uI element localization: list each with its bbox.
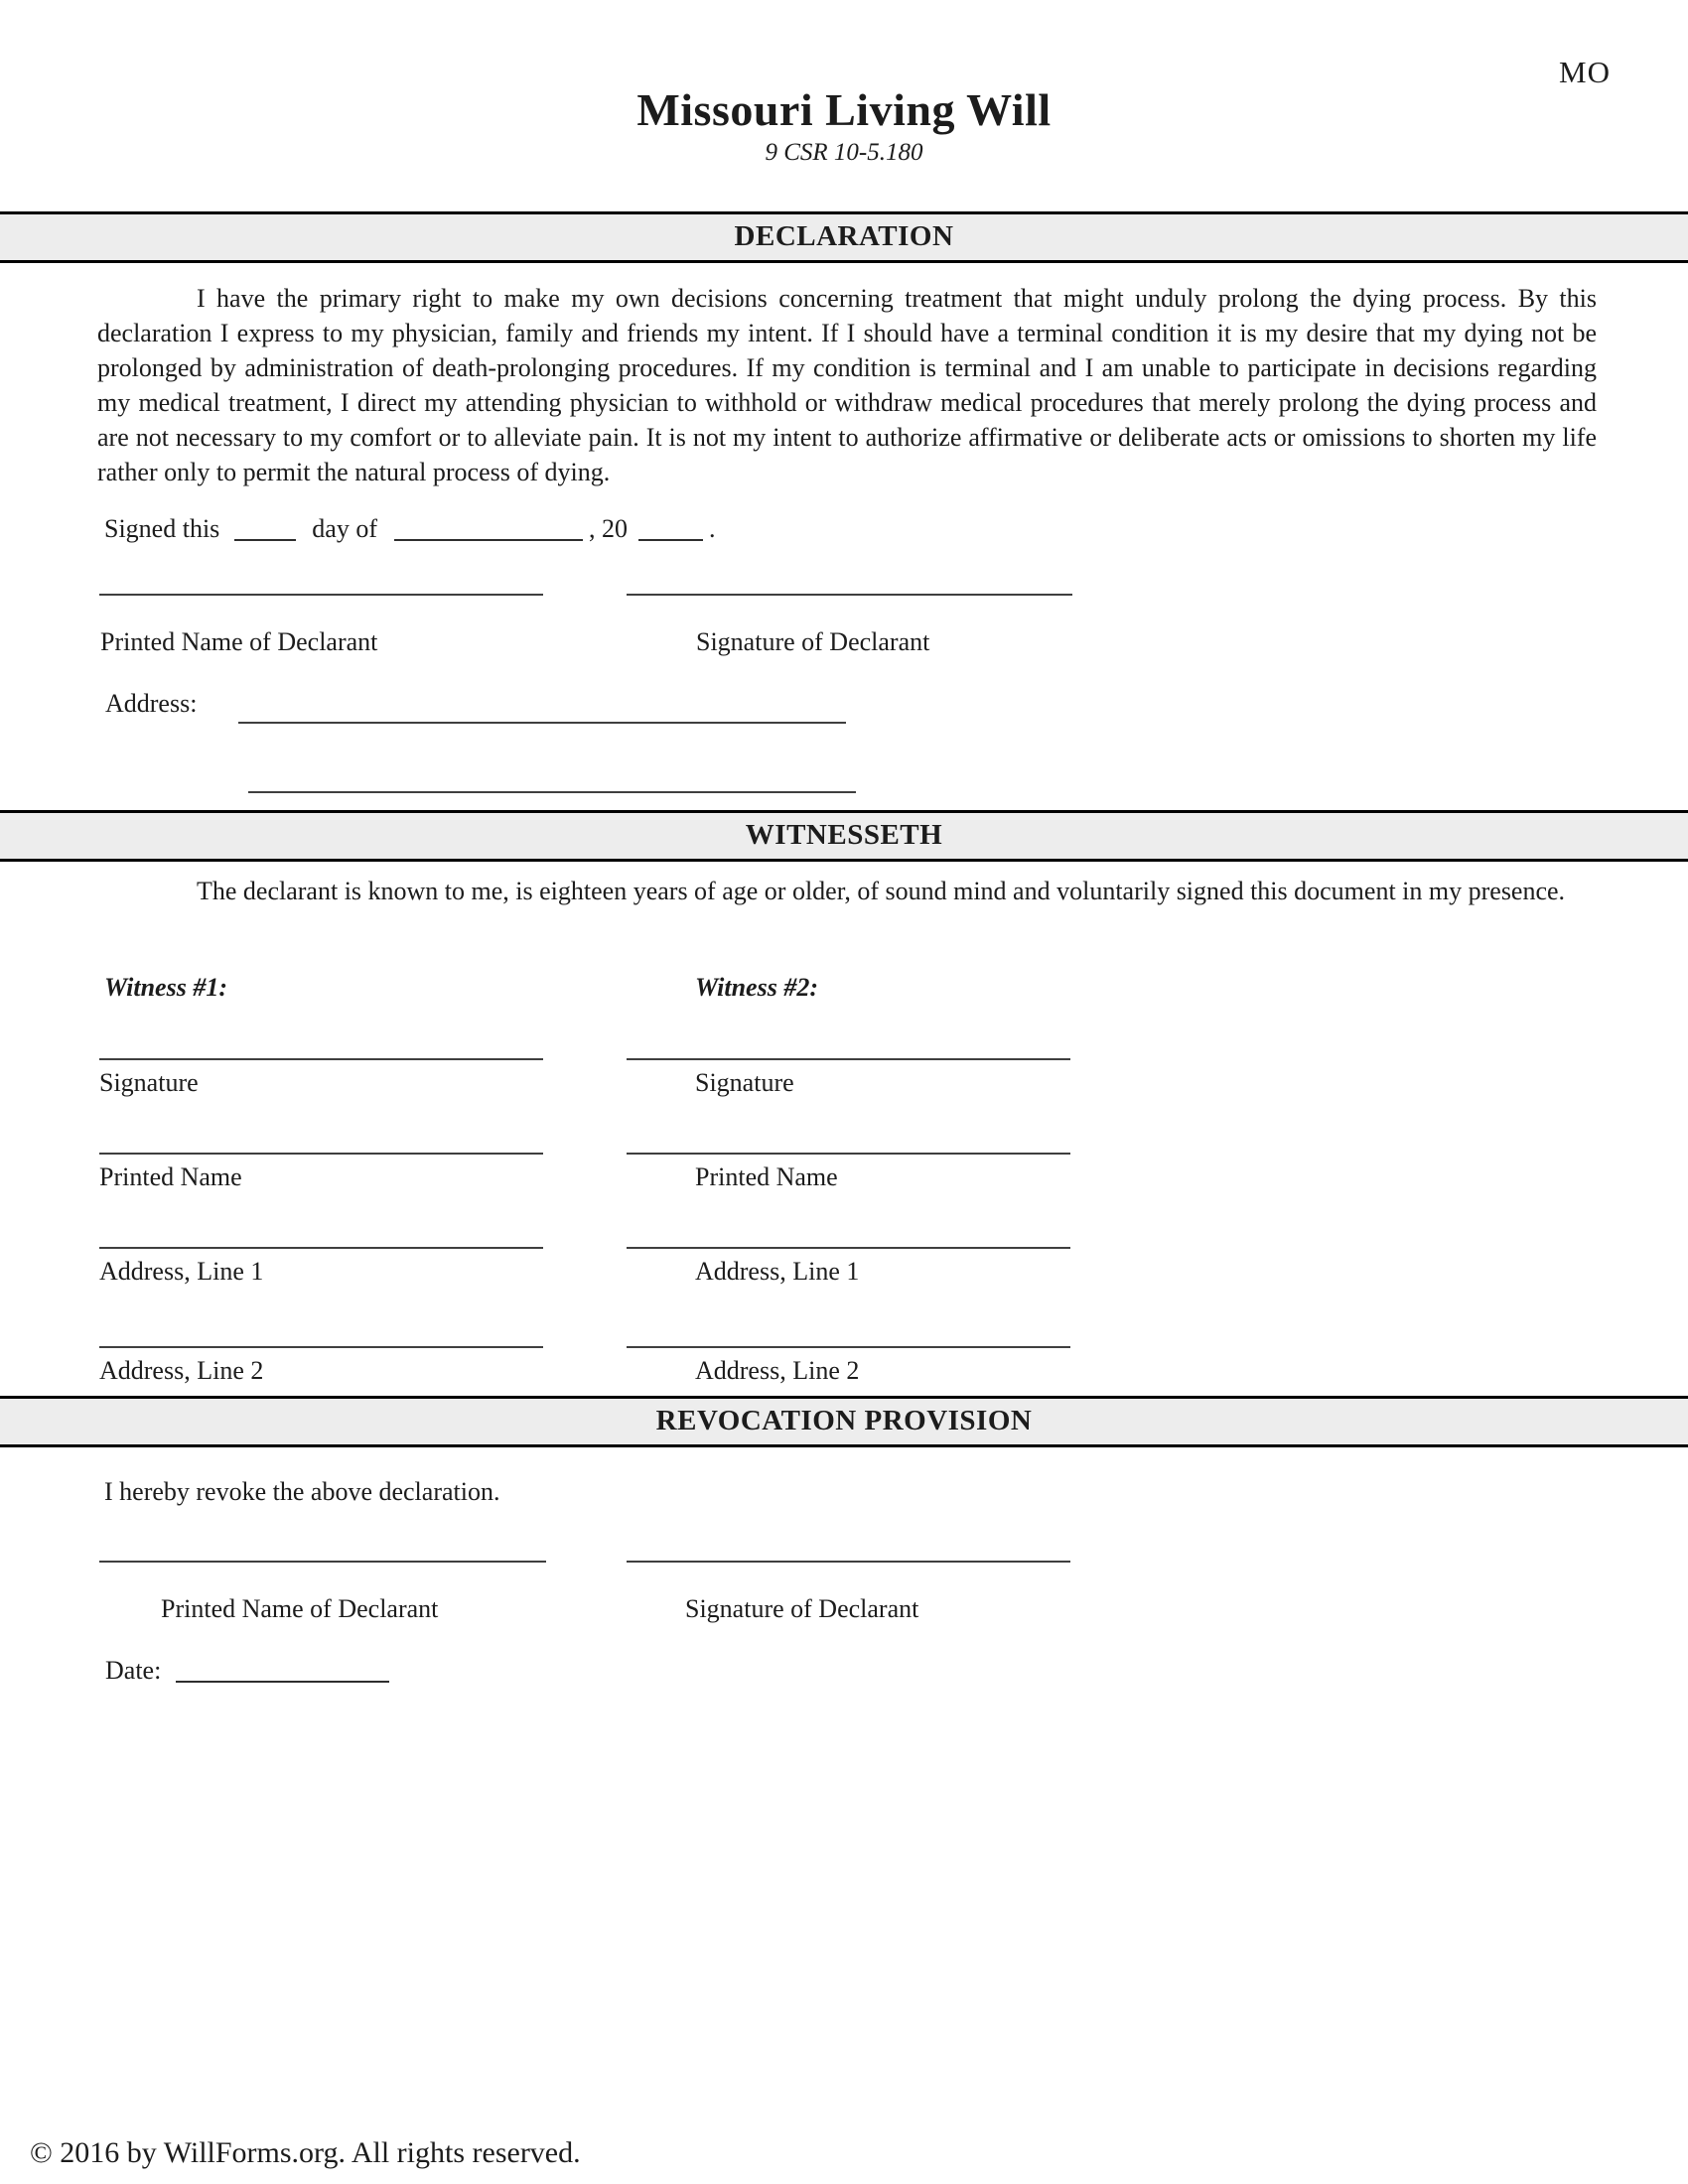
signed-day-blank[interactable] <box>234 531 296 541</box>
section-header-declaration: DECLARATION <box>0 211 1688 263</box>
signed-suffix: . <box>709 514 716 543</box>
witness1-signature-line[interactable] <box>99 1058 543 1060</box>
signed-month-blank[interactable] <box>394 531 583 541</box>
footer-copyright: © 2016 by WillForms.org. All rights reserved. <box>30 2136 581 2169</box>
witness1-printed-name-label: Printed Name <box>99 1162 242 1191</box>
section-header-revocation: REVOCATION PROVISION <box>0 1396 1688 1447</box>
signed-date-line <box>104 514 716 544</box>
witness2-printed-name-line[interactable] <box>627 1153 1070 1155</box>
witness2-address1-line[interactable] <box>627 1247 1070 1249</box>
signed-year-prefix: , 20 <box>589 514 628 543</box>
witness1-address2-label: Address, Line 2 <box>99 1356 264 1385</box>
witness1-address1-line[interactable] <box>99 1247 543 1249</box>
signed-year-blank[interactable] <box>638 531 703 541</box>
page-subtitle: 9 CSR 10-5.180 <box>765 139 923 166</box>
witness2-address1-label: Address, Line 1 <box>695 1257 860 1286</box>
witness2-address2-label: Address, Line 2 <box>695 1356 860 1385</box>
revocation-signature-line[interactable] <box>627 1561 1070 1563</box>
witness1-address2-line[interactable] <box>99 1346 543 1348</box>
revocation-date-line <box>105 1656 389 1686</box>
witness1-printed-name-line[interactable] <box>99 1153 543 1155</box>
witness2-title: Witness #2: <box>695 973 818 1002</box>
witness2-signature-label: Signature <box>695 1068 794 1097</box>
witness1-address1-label: Address, Line 1 <box>99 1257 264 1286</box>
revocation-date-blank[interactable] <box>176 1673 389 1683</box>
date-label: Date: <box>105 1656 162 1685</box>
revocation-printed-name-label: Printed Name of Declarant <box>161 1594 439 1623</box>
declarant-signature-label: Signature of Declarant <box>696 627 930 656</box>
address-line1-blank[interactable] <box>238 722 846 724</box>
witness1-signature-label: Signature <box>99 1068 199 1097</box>
declarant-printed-name-line[interactable] <box>99 594 543 596</box>
witness1-title: Witness #1: <box>104 973 227 1002</box>
section-header-witnesseth: WITNESSETH <box>0 810 1688 862</box>
address-label: Address: <box>105 689 198 718</box>
signed-middle: day of <box>312 514 377 543</box>
page-title: Missouri Living Will <box>636 84 1052 135</box>
witness2-signature-line[interactable] <box>627 1058 1070 1060</box>
witness2-address2-line[interactable] <box>627 1346 1070 1348</box>
state-tag: MO <box>1559 55 1611 89</box>
signed-prefix: Signed this <box>104 514 220 543</box>
revocation-printed-name-line[interactable] <box>99 1561 546 1563</box>
declaration-body: I have the primary right to make my own decisions concerning treatment that might unduly prolong the dying process. By this declaration I express to my physician, family and friends my intent. If I should have a terminal condition it is my desire that my dying not be prolonged by administration of death-prolonging procedures. If my condition is terminal and I am unable to participate in decisions regarding my medical treatment, I direct my attending physician to withhold or withdraw medical procedures that merely prolong the dying process and are not necessary to my comfort or to alleviate pain. It is not my intent to authorize affirmative or deliberate acts or omissions to shorten my life rather only to permit the natural process of dying. <box>97 284 1597 486</box>
revocation-body: I hereby revoke the above declaration. <box>104 1477 500 1506</box>
address-line2-blank[interactable] <box>248 791 856 793</box>
witness2-printed-name-label: Printed Name <box>695 1162 838 1191</box>
declarant-printed-name-label: Printed Name of Declarant <box>100 627 378 656</box>
declarant-signature-line[interactable] <box>627 594 1072 596</box>
revocation-signature-label: Signature of Declarant <box>685 1594 919 1623</box>
witnesseth-body: The declarant is known to me, is eighteen years of age or older, of sound mind and voluntarily signed this document in my presence. <box>197 877 1566 905</box>
